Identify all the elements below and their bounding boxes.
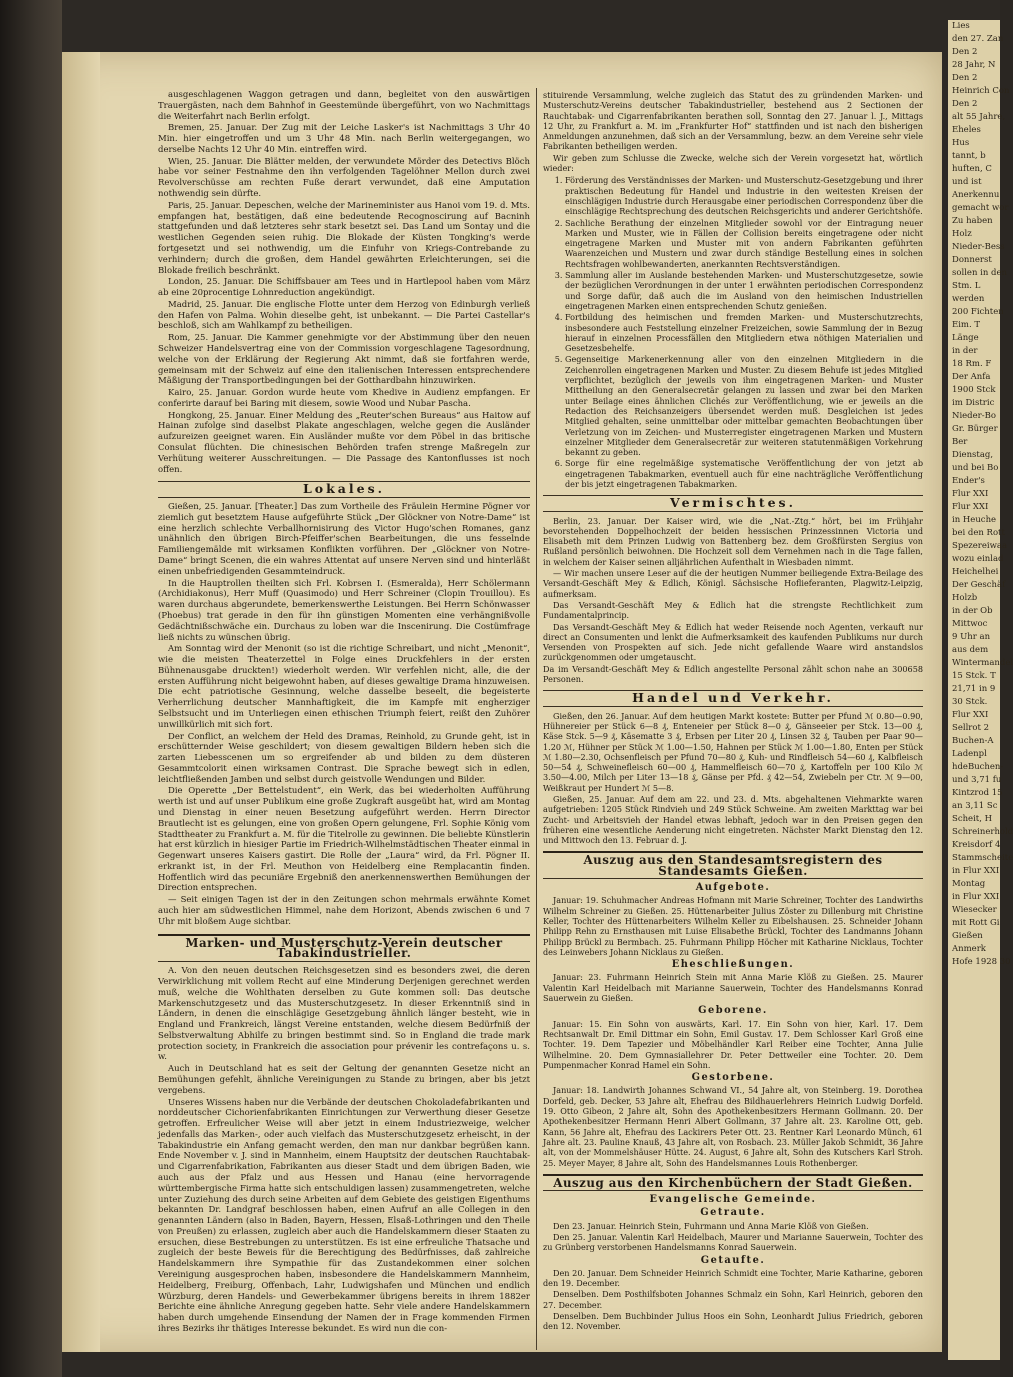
- verein-paragraph: Auch in Deutschland hat es seit der Geltung der genannten Gesetze nicht an Bemühungen gefehlt, ähnliche Vereinigungen zu Stande zu bringen, aber bis jetzt vergebens.: [158, 1064, 530, 1096]
- edge-text-fragment: Kreisdorf 4: [952, 840, 1001, 850]
- verein-section: [158, 966, 530, 1335]
- edge-text-fragment: den 27. Zan: [952, 34, 1004, 44]
- vermischtes-paragraph: Berlin, 23. Januar. Der Kaiser wird, wie die „Nat.-Ztg.“ hört, bei im Frühjahr bevorstehenden Doppelhochzeit der beiden hessischen Prinzessinnen Victoria und Elisabeth mit dem Prinzen Ludwig von Battenberg bez. dem Großfürsten Sergius von Rußland persönlich beiwohnen. Die Hochzeit soll dem Vernehmen nach in die Tage fallen, in welchem der Kaiser seinen alljährlichen Aufenthalt in Wiesbaden nimmt.: [543, 515, 923, 567]
- vermischtes-tail-text: Da im Versandt-Geschäft Mey & Edlich angestellte Personal zählt schon nahe an 300 Personen.: [543, 663, 908, 685]
- standesamt-title: Gestorbene.: [691, 1072, 775, 1084]
- book-binding: [0, 0, 62, 1377]
- edge-text-fragment: und bei Bo: [952, 463, 999, 473]
- edge-text-fragment: Gießen: [952, 931, 983, 941]
- edge-text-fragment: Ender's: [952, 476, 985, 486]
- news-paragraph: Rom, 25. Januar. Die Kammer genehmigte vor der Abstimmung über den neuen Schweizer Handelsvertrag eine von der Commission vorgeschlagene Tagesordnung, welche von der Erklärung der Regierung Akt nimmt, daß sie fortfahren werde, gemeinsam mit der Schweiz auf eine den italienischen Interessen entsprechendere Mäßigung der Transportbedingungen bei der Gotthardbahn hinzuwirken.: [158, 333, 530, 387]
- lokales-paragraph: Am Sonntag wird der Menonit (so ist die richtige Schreibart, und nicht „Menonit“, wie die meisten Theaterzettel in Folge eines Druckfehlers in der ersten Bühnenausgabe druckten!) wiederholt werden. Wir verfehlen nicht, alle, die der ersten Aufführung nicht beigewohnt haben, auf dieses gewaltige Drama hinzuweisen. Die echt patriotische Gesinnung, welche dasselbe beseelt, die begeisterte Verherrlichung deutscher Mannhaftigkeit, die im Kampfe mit engherziger Selbstsucht und im Unterliegen einen ethischen Triumph feiert, reißt den Zuhörer unwillkürlich mit sich fort.: [158, 644, 530, 730]
- edge-text-fragment: Gr. Bürger: [952, 424, 998, 434]
- edge-text-fragment: tannt, b: [952, 151, 986, 161]
- edge-text-fragment: Schreinerhold: [952, 827, 1013, 837]
- verein-aim-item: 3. Sammlung aller im Auslande bestehenden Marken- und Musterschutzgesetze, sowie der bezüglichen Verordnungen in der unter 1 erwähnten periodischen Correspondenz und Sorge dafür, daß auch die im Ausland von den heimischen Industriellen eingetragenen Marken einen entsprechenden Schutz genießen.: [565, 270, 923, 311]
- edge-text-fragment: hdeBuchen-: [952, 762, 1004, 772]
- kirchenbuch-section: [543, 1208, 923, 1331]
- kirchenbuch-entry: Den 23. Januar. Heinrich Stein, Fuhrmann und Anna Marie Klöß von Gießen.: [553, 1220, 869, 1231]
- edge-text-fragment: Eim. T: [952, 320, 981, 330]
- edge-text-fragment: Ber: [952, 437, 968, 447]
- page-gutter-shadow: [62, 52, 100, 1352]
- edge-text-fragment: an 3,11 Sc: [952, 801, 998, 811]
- verein-aim-item: 2. Sachliche Berathung der einzelnen Mitglieder sowohl vor der Eintragung neuer Marken und Muster, wie in Fällen der Collision bereits eingetragene oder nicht eingetragene Marken und Muster mit von andern Fabrikanten geführten Waarenzeichen und Mustern und zwar durch ständige Bestellung eines in solchen Rechtsfragen wohlbewanderten, anerkannten Rechtsverständigen.: [565, 218, 923, 269]
- news-section: [158, 90, 530, 475]
- edge-text-fragment: 9 Uhr an: [952, 632, 991, 642]
- edge-text-fragment: Den 2: [952, 73, 978, 83]
- edge-text-fragment: Stammscheite: [952, 853, 1013, 863]
- handel-paragraph: Gießen, 25. Januar. Auf dem am 22. und 23. d. Mts. abgehaltenen Viehmarkte waren aufgetrieben: 1205 Stück Rindvieh und 249 Stück Schweine. Am zweiten Markttag war bei Zucht- und Arbeitsvieh der Handel etwas lebhaft, jedoch war in den Preisen gegen den früheren eine wesentliche Aenderung nicht eingetreten. Nächster Markt Dienstag den 12. und Mittwoch den 13. Februar d. J.: [543, 794, 923, 846]
- edge-text-fragment: 15 Stck. T: [952, 671, 996, 681]
- standesamt-title: Eheschließungen.: [671, 959, 795, 971]
- edge-text-fragment: und 3,71 fu: [952, 775, 1002, 785]
- edge-text-fragment: Flur XXI: [952, 489, 989, 499]
- news-paragraph: Bremen, 25. Januar. Der Zug mit der Leiche Lasker's ist Nachmittags 3 Uhr 40 Min. hier eingetroffen und um 3 Uhr 48 Min. nach Berlin weitergegangen, wo derselbe Nachts 12 Uhr 40 Min. eintreffen wird.: [158, 123, 530, 155]
- standesamt-entry: Januar: 19. Schuhmacher Andreas Hofmann mit Marie Schreiner, Tochter des Landwirths Wilhelm Schreiner zu Gießen. 25. Hüttenarbeiter Julius Zöster zu Dillenburg mit Christine Keller, Tochter des Hüttenarbeiters Wilhelm Keller zu Eibelshausen. 25. Schneider Johann Philipp Rehn zu Ernsthausen mit Luise Elisabethe Brückl, Tochter des Landmanns Johann Philipp Brückl zu Bermbach. 25. Fuhrmann Philipp Höcher mit Katharine Nicklaus, Tochter des Leinwebers Johann Nicklaus zu Gießen.: [543, 895, 923, 957]
- edge-text-fragment: wozu einlad: [952, 554, 1004, 564]
- edge-text-fragment: Nieder-Bo: [952, 411, 996, 421]
- standesamt-section: [543, 883, 923, 1168]
- kirchenbuch-heading: Auszug aus den Kirchenbüchern der Stadt Gießen.: [543, 1174, 923, 1191]
- standesamt-heading: Auszug aus den Standesamtsregistern des Standesamts Gießen.: [543, 851, 923, 879]
- edge-text-fragment: Ladenpl: [952, 749, 987, 759]
- vermischtes-paragraph: Das Versandt-Geschäft Mey & Edlich hat die strengste Rechtlichkeit zum Fundamentalprincip.: [543, 599, 923, 621]
- kirchenbuch-entry: Denselben. Dem Buchbinder Julius Hoos ein Sohn, Leonhardt Julius Friedrich, geboren den 12. November.: [543, 1311, 923, 1332]
- edge-text-fragment: Holzb: [952, 593, 978, 603]
- edge-text-fragment: Der Anfa: [952, 372, 991, 382]
- kirchenbuch-title: Getraute.: [700, 1207, 766, 1219]
- edge-text-fragment: Holz: [952, 229, 972, 239]
- kirchenbuch-subheading: Evangelische Gemeinde.: [649, 1194, 817, 1206]
- edge-text-fragment: Kintzrod 15: [952, 788, 1003, 798]
- standesamt-entry: Januar: 18. Landwirth Johannes Schwand VI., 54 Jahre alt, von Steinberg. 19. Dorothea Dorfeld, geb. Decker, 53 Jahre alt, Ehefrau des Bildhauerlehrers Heinrich Ludwig Dorfeld. 19. Otto Gibeon, 2 Jahre alt, Sohn des Apothekenbesitzers Hermann Gollmann. 20. Der Apothekenbesitzer Hermann Henri Albert Gollmann, 37 Jahre alt. 23. Karoline Ott, geb. Kann, 56 Jahre alt, Ehefrau des Lackirers Peter Ott. 23. Rentner Karl Leonardo Münch, 61 Jahre alt. 23. Pauline Knauß, 43 Jahre alt, von Rosbach. 23. Müller Jakob Schmidt, 36 Jahre alt, von der Mommelshäuser Hütte. 24. August, 6 Jahre alt, Sohn des Kutschers Karl Stroh. 25. Meyer Mayer, 8 Jahre alt, Sohn des Handelsmannes Louis Rothenberger.: [543, 1085, 923, 1168]
- verein-aims-list: [543, 175, 923, 489]
- edge-text-fragment: Anmerk: [952, 944, 986, 954]
- verein-aim-item: 4. Fortbildung des heimischen und fremden Marken- und Musterschutzrechts, insbesondere auch Feststellung einzelner Freizeichen, sowie Sammlung der in Bezug hierauf in einzelnen Processfällen den Mitgliedern etwa nöthigen Materialien und Gesetzesbehelfe.: [565, 312, 923, 353]
- kirchenbuch-entry: Den 25. Januar. Valentin Karl Heidelbach, Maurer und Marianne Sauerwein, Tochter des zu Grünberg verstorbenen Handelsmanns Konrad Sauerwein.: [543, 1231, 923, 1253]
- standesamt-title: Geborene.: [698, 1005, 768, 1017]
- lokales-paragraph: Gießen, 25. Januar. [Theater.] Das zum Vortheile des Fräulein Hermine Pögner vor ziemlich gut besetztem Hause aufgeführte Stück „Der Glöckner von Notre-Dame“ ist eine herzlich schlechte Verballhornisirung des Victor Hugo'schen Romanes, ganz unähnlich den übrigen Birch-Pfeiffer'schen Bearbeitungen, die uns fesselnde Familiengemälde mit wirksamen Konflikten vorführen. Der „Glöckner von Notre-Dame“ bringt Scenen, die ein wahres Attentat auf unsere Nerven sind und hinterläßt einen unbefriedigenden Gesammteindruck.: [158, 502, 530, 577]
- edge-text-fragment: Stm. L: [952, 281, 981, 291]
- edge-text-fragment: Zu haben: [952, 216, 993, 226]
- news-paragraph: Madrid, 25. Januar. Die englische Flotte unter dem Herzog von Edinburgh verließ den Hafen von Palma. Wohin dieselbe geht, ist unbekannt. — Die Partei Castellar's beschloß, sich am Wahlkampf zu betheiligen.: [158, 299, 530, 332]
- vermischtes-heading: Vermischtes.: [543, 495, 923, 511]
- edge-text-fragment: in der: [952, 346, 978, 356]
- edge-text-fragment: Mittwoc: [952, 619, 988, 629]
- edge-text-fragment: Anerkennu: [952, 190, 1000, 200]
- edge-text-fragment: Lies: [952, 21, 970, 31]
- news-paragraph: London, 25. Januar. Die Schiffsbauer am Tees und in Hartlepool haben vom März ab eine 20procentige Lohnreduction angekündigt.: [158, 277, 530, 299]
- edge-text-fragment: in Flur XXI: [952, 866, 1000, 876]
- edge-text-fragment: 1900 Stck: [952, 385, 996, 395]
- news-paragraph: Kairo, 25. Januar. Gordon wurde heute vom Khedive in Audienz empfangen. Er conferirte darauf bei Baring mit diesem, sowie Wood und Nubar Pascha.: [158, 388, 530, 409]
- edge-text-fragment: Scheit, H: [952, 814, 993, 824]
- edge-text-fragment: werden: [952, 294, 985, 304]
- edge-text-fragment: Hofe 1928 30: [952, 957, 1011, 967]
- verein-continuation: stituirende Versammlung, welche zugleich das Statut des zu gründenden Marken- und Musterschutz-Vereins deutscher Tabakindustrieller, bestehend aus 2 Sectionen der Rauchtabak- und Cigarrenfabrikanten berathen soll, Sonntag den 27. Januar l. J., Mittags 12 Uhr, zu Frankfurt a. M. im „Frankfurter Hof“ stattfinden und ist nach den bisherigen Anmeldungen anzunehmen, daß sich an der Versammlung, bezw. an dem Vereine sehr viele Fabrikanten betheiligen werden.: [543, 90, 923, 152]
- edge-text-fragment: in Flur XXI: [952, 892, 1000, 902]
- edge-text-fragment: im Distric: [952, 398, 995, 408]
- edge-text-fragment: huften, C: [952, 164, 992, 174]
- edge-text-fragment: Heichelhei: [952, 567, 999, 577]
- edge-text-fragment: und ist: [952, 177, 982, 187]
- edge-text-fragment: Dienstag,: [952, 450, 994, 460]
- edge-text-fragment: aus dem: [952, 645, 989, 655]
- news-paragraph: Wien, 25. Januar. Die Blätter melden, der verwundete Mörder des Detectivs Blöch habe vor seiner Festnahme den ihn verfolgenden Tagelöhner Mellon durch zwei Revolverschüsse am rechten Fuße derart verwundet, daß eine Amputation nothwendig sein dürfte.: [158, 156, 530, 200]
- edge-text-fragment: 28 Jahr, N: [952, 60, 996, 70]
- edge-text-fragment: Wiesecker: [952, 905, 997, 915]
- standesamt-entry: Januar: 15. Ein Sohn von auswärts, Karl. 17. Ein Sohn von hier, Karl. 17. Dem Rechtsanwalt Dr. Emil Dittmar ein Sohn, Emil Gustav. 17. Dem Schlosser Karl Groß eine Tochter. 19. Dem Tapezier und Möbelhändler Karl Reiber eine Tochter, Anna Julie Wilhelmine. 20. Dem Gymnasiallehrer Dr. Peter Dettweiler eine Tochter. 20. Dem Pumpenmacher Konrad Hamel ein Sohn.: [543, 1018, 923, 1070]
- verein-heading: Marken- und Musterschutz-Verein deutscher Tabakindustrieller.: [158, 934, 530, 963]
- handel-paragraph: Gießen, den 26. Januar. Auf dem heutigen Markt kostete: Butter per Pfund ℳ 0.80—0.90, Hühnereier per Stück 6—8 ₰, Enteneier per Stück 8—0 ₰, Gänseeier per Stck. 13—00 ₰, Käse Stck. 5—9 ₰, Käsematte 3 ₰, Erbsen per Liter 20 ₰, Linsen 32 ₰, Tauben per Paar 90—1.20 ℳ, Hühner per Stück ℳ 1.00—1.50, Hahnen per Stück ℳ 1.00—1.80, Enten per Stück ℳ 1.80—2.30, Ochsenfleisch per Pfund 70—80 ₰, Kuh- und Rindfleisch 54—60 ₰, Kalbfleisch 50—54 ₰, Schweinefleisch 60—00 ₰, Hammelfleisch 60—70 ₰, Kartoffeln per 100 Kilo ℳ 3.50—4.00, Milch per Liter 13—18 ₰, Gänse per Pfd. ₰ 42—54, Zwiebeln per Ctr. ℳ 9—00, Weißkraut per Hundert ℳ 5—8.: [543, 710, 923, 793]
- edge-text-fragment: Montag: [952, 879, 986, 889]
- edge-text-fragment: Flur XXI: [952, 502, 989, 512]
- lokales-paragraph: Die Operette „Der Bettelstudent“, ein Werk, das bei wiederholten Aufführung werth ist und auf unser Publikum eine große Zugkraft ausgeübt hat, wird am Montag und Dienstag in einer neuen Besetzung aufgeführt werden. Herrn Director Brautlecht ist es gelungen, eine von großen Opern gelungene, Frl. Sophie König vom Stadttheater zu Frankfurt a. M. für die Titelrolle zu gewinnen. Die beliebte Künstlerin hat erst kürzlich in hiesiger Partie im Friedrich-Wilhelmstädtischen Theater einmal in Gegenwart unseres Kaisers gastirt. Die Rolle der „Laura“ wird, da Frl. Pögner II. erkrankt ist, in der Frl. Meuthon von Heidelberg eine Remplacantin finden. Hoffentlich wird das pecuniäre Ergebniß den anerkennenswerthen Bemühungen der Direction entsprechen.: [158, 786, 530, 894]
- edge-text-fragment: Wintermandel: [952, 658, 1013, 668]
- verein-paragraph: Unseres Wissens haben nur die Verbände der deutschen Chokoladefabrikanten und norddeutscher Cichorienfabrikanten Einrichtungen zur Verwerthung dieser Gesetze getroffen. Erfreulicher Weise will aber jetzt in einem Industriezweige, welcher jedenfalls das Marken-, oder auch vielfach das Musterschutzgesetz erheischt, in der Tabakindustrie ein Anfang gemacht werden, den man nur dankbar begrüßen kann. Ende November v. J. sind in Mannheim, einem Hauptsitz der deutschen Rauchtabak- und Cigarrenfabrikation, Fabrikanten aus dieser Stadt und dem übrigen Baden, wie auch aus der Pfalz und aus Hessen und Hanau (eine hervorragende württembergische Firma hatte sich entschuldigen lassen) zusammengetreten, welche unter Zuziehung des durch seine Arbeiten auf dem Gebiete des geistigen Eigenthums bekannten Dr. Landgraf beschlossen haben, einen Aufruf an alle Collegen in den genannten Ländern (also in Baden, Bayern, Hessen, Elsaß-Lothringen und den Theile von Preußen) zu erlassen, zugleich aber auch die Handelskammern dieser Staaten zu ersuchen, diese Bestrebungen zu unterstützen. Es ist eine erfreuliche Thatsache und zugleich der beste Beweis für die Berechtigung des Bedürfnisses, daß zahlreiche Handelskammern ihre Sympathie für das Zustandekommen einer solchen Vereinigung ausgesprochen haben, insbesondere die Handelskammern Mannheim, Heidelberg, Freiburg, Offenbach, Lahr, Ludwigshafen und München und endlich Würzburg, deren Handels- und Gewerbekammer übrigens bereits in ihrem 1882er Berichte eine ähnliche Anregung gegeben hatte. Sehr viele andere Handelskammern haben durch umgehende Einsendung der Namen der in Frage kommenden Firmen ihres Bezirks ihr thätiges Interesse bekundet. Es wird nun die con-: [158, 1097, 530, 1334]
- handel-section: [543, 711, 923, 846]
- edge-text-fragment: Der Geschäf: [952, 580, 1006, 590]
- standesamt-title: Aufgebote.: [695, 882, 771, 894]
- vermischtes-tail: [543, 664, 923, 685]
- left-column: [158, 90, 530, 1336]
- edge-text-fragment: sollen in den: [952, 268, 1007, 278]
- kirchenbuch-entry: Denselben. Dem Posthilfsboten Johannes Schmalz ein Sohn, Karl Heinrich, geboren den 27. December.: [543, 1289, 923, 1310]
- edge-text-fragment: Nieder-Bess: [952, 242, 1005, 252]
- edge-text-fragment: bei den Rott: [952, 528, 1005, 538]
- verein-aim-item: 6. Sorge für eine regelmäßige systematische Veröffentlichung der von jetzt ab eingetragenen Tabakmarken, eventuell auch für eine nachträgliche Veröffentlichung der bis jetzt eingetragenen Tabakmarken.: [565, 458, 923, 489]
- lokales-paragraph: In die Hauptrollen theilten sich Frl. Kobrsen I. (Esmeralda), Herr Schölermann (Archidiakonus), Herr Muff (Quasimodo) und Herr Schreiner (Clopin Trouillou). Es waren durchaus abgerundete, bemerkenswerthe Leistungen. Bei Herrn Schönwasser (Phoebus) trat gerade in den für ihn günstigen Momenten eine verhängnißvolle Gedächtnißschwäche ein. Durchaus zu loben war die Inscenirung. Die Costümfrage ließ nichts zu wünschen übrig.: [158, 578, 530, 643]
- edge-text-fragment: mit Rott Gi: [952, 918, 1000, 928]
- edge-text-fragment: 200 Fichten: [952, 307, 1004, 317]
- vermischtes-paragraph: — Wir machen unsere Leser auf die der heutigen Nummer beiliegende Extra-Beilage des Versandt-Geschäft Mey & Edlich, Königl. Sächsische Hoflieferanten, Plagwitz-Leipzig, aufmerksam.: [543, 568, 923, 599]
- edge-text-fragment: in der Ob: [952, 606, 993, 616]
- kirchenbuch-entry: Den 20. Januar. Dem Schneider Heinrich Schmidt eine Tochter, Marie Katharine, geboren den 19. December.: [543, 1267, 923, 1289]
- edge-text-fragment: alt 55 Jahre,: [952, 112, 1006, 122]
- edge-text-fragment: 21,71 in 9: [952, 684, 996, 694]
- verein-aim-item: 5. Gegenseitige Markenerkennung aller von den einzelnen Mitgliedern in die Zeichenrollen eingetragenen Marken und Muster. Zu diesem Behufe ist jedes Mitglied verpflichtet, bezüglich der jeweils von ihm eingetragenen Marken- und Muster Mittheilung an den Generalsecretär gelangen zu lassen und zwar bei den Marken unter Beilage eines ähnlichen Clichés zur Veröffentlichung, wie er jeweils an die Redaction des Reichsanzeigers übersendet werden muß. Desgleichen ist jedes Mitglied gehalten, seine unmittelbar oder mittelbar gemachten Beobachtungen über Verletzung von im Zeichen- und Musterregister eingetragenen Marken und Mustern einzelner Mitglieder dem Generalsecretär zur weiteren statutenmäßigen Vorkehrung bekannt zu geben.: [565, 354, 923, 457]
- lokales-heading: Lokales.: [158, 481, 530, 498]
- verein-paragraph: A. Von den neuen deutschen Reichsgesetzen sind es besonders zwei, die deren Verwirklichung mit vollem Recht auf eine Minderung Derjenigen gerechnet werden muß, welche die Wohlthaten derselben zu Gute kommen soll: Das deutsche Markenschutzgesetz und das Musterschutzgesetz. In dieser Erkenntniß sind in Ländern, in denen die einschlägige Gesetzgebung ähnlich länger besteht, wie in England und Frankreich, längst Vereine entstanden, welche diesem Bedürfniß der Selbstverwaltung Abhilfe zu bringen bestimmt sind. So in England die trade mark protection society, in Frankreich die association pour prévenir les contrefaçons u. s. w.: [158, 966, 530, 1063]
- lokales-paragraph: — Seit einigen Tagen ist der in den Zeitungen schon mehrmals erwähnte Komet auch hier am südwestlichen Himmel, nahe dem Horizont, Abends zwischen 6 und 7 Uhr mit bloßem Auge sichtbar.: [158, 895, 530, 927]
- right-column: [543, 90, 923, 1333]
- standesamt-entry: Januar: 23. Fuhrmann Heinrich Stein mit Anna Marie Klöß zu Gießen. 25. Maurer Valentin Karl Heidelbach mit Marianne Sauerwein, Tochter des Handelsmanns Konrad Sauerwein zu Gießen.: [543, 972, 923, 1004]
- edge-text-fragment: Heinrich Con: [952, 86, 1010, 96]
- news-paragraph: ausgeschlagenen Waggon getragen und dann, begleitet von den auswärtigen Trauergästen, nach dem Bahnhof in Geestemünde übergeführt, von wo Nachmittags die Weiterfahrt nach Berlin erfolgt.: [158, 90, 530, 122]
- verein-aim-item: 1. Förderung des Verständnisses der Marken- und Musterschutz-Gesetzgebung und ihrer praktischen Bedeutung für Handel und Industrie in den weitesten Kreisen der einschlägigen Industrie durch Herausgabe einer periodischen Correspondenz über die einschlägige Rechtsprechung des deutschen Reichsgerichts und anderer Gerichtshöfe.: [565, 175, 923, 216]
- lokales-section: [158, 502, 530, 927]
- verein-intro: Wir geben zum Schlusse die Zwecke, welche sich der Verein vorgesetzt hat, wörtlich wieder:: [543, 152, 923, 174]
- vermischtes-paragraph: Das Versandt-Geschäft Mey & Edlich hat weder Reisende noch Agenten, verkauft nur direct an Consumenten und lenkt die Aufmerksamkeit des kaufenden Publikums nur durch Versenden von Prospekten auf sich. Jede nicht gefallende Waare wird anstandslos zurückgenommen oder umgetauscht.: [543, 621, 923, 663]
- edge-text-fragment: Donnerst: [952, 255, 992, 265]
- edge-text-fragment: Eheles: [952, 125, 981, 135]
- vermischtes-section: [543, 516, 923, 663]
- news-paragraph: Hongkong, 25. Januar. Einer Meldung des „Reuter'schen Bureaus“ aus Haitow auf Hainan zufolge sind daselbst Plakate angeschlagen, welche gegen die Ausländer aufzureizen geeignet waren. Ein Ausländer mußte vor dem Pöbel in das britische Consulat flüchten. Die chinesischen Behörden trafen strenge Maßregeln zur Verhütung weiterer Ausschreitungen. — Die Passage des Kantonflusses ist noch offen.: [158, 410, 530, 475]
- edge-text-fragment: Flur XXI: [952, 710, 989, 720]
- column-divider: [536, 88, 537, 1350]
- edge-text-fragment: Hus: [952, 138, 970, 148]
- news-paragraph: Paris, 25. Januar. Depeschen, welche der Marineminister aus Hanoi vom 19. d. Mts. empfangen hat, bestätigen, daß eine bedeutende Recognoscirung auf Bacninh stattgefunden und daß letzteres sehr stark besetzt sei. Das Land um Sontay und die westlichen Gegenden seien ruhig. Die Blokade der Küsten Tongking's werde fortgesetzt und sei nothwendig, um die Einfuhr von Kriegs-Contrebande zu verhindern; durch die großen, dem Handel gewährten Erleichterungen, sei die Blokade freilich beschränkt.: [158, 200, 530, 276]
- lokales-paragraph: Der Conflict, an welchem der Held des Dramas, Reinhold, zu Grunde geht, ist in erschütternder Weise geschildert; von diesem gewaltigen Bildern heben sich die zarten Liebesscenen um so ergreifender ab und bilden zu dem düsteren Gesammtcolorit einen wirksamen Contrast. Die Sprache bewegt sich in edlen, leichtfließenden Jamben und selbst durch geistvolle Wendungen und Bilder.: [158, 731, 530, 785]
- edge-text-fragment: in Heuche: [952, 515, 997, 525]
- vermischtes-tail-number: 658: [907, 663, 923, 674]
- edge-text-fragment: Den 2: [952, 47, 978, 57]
- edge-text-fragment: 18 Rm. F: [952, 359, 992, 369]
- edge-text-fragment: gemacht wor: [952, 203, 1009, 213]
- adjacent-page-edge: [948, 20, 1013, 1360]
- edge-text-fragment: Spezereiwaa: [952, 541, 1008, 551]
- edge-text-fragment: 30 Stck.: [952, 697, 988, 707]
- kirchenbuch-title: Getaufte.: [700, 1254, 766, 1266]
- edge-text-fragment: Buchen-A: [952, 736, 994, 746]
- edge-text-fragment: Den 2: [952, 99, 978, 109]
- edge-text-fragment: Sellrot 2: [952, 723, 989, 733]
- handel-heading: Handel und Verkehr.: [543, 690, 923, 706]
- edge-text-fragment: Länge: [952, 333, 979, 343]
